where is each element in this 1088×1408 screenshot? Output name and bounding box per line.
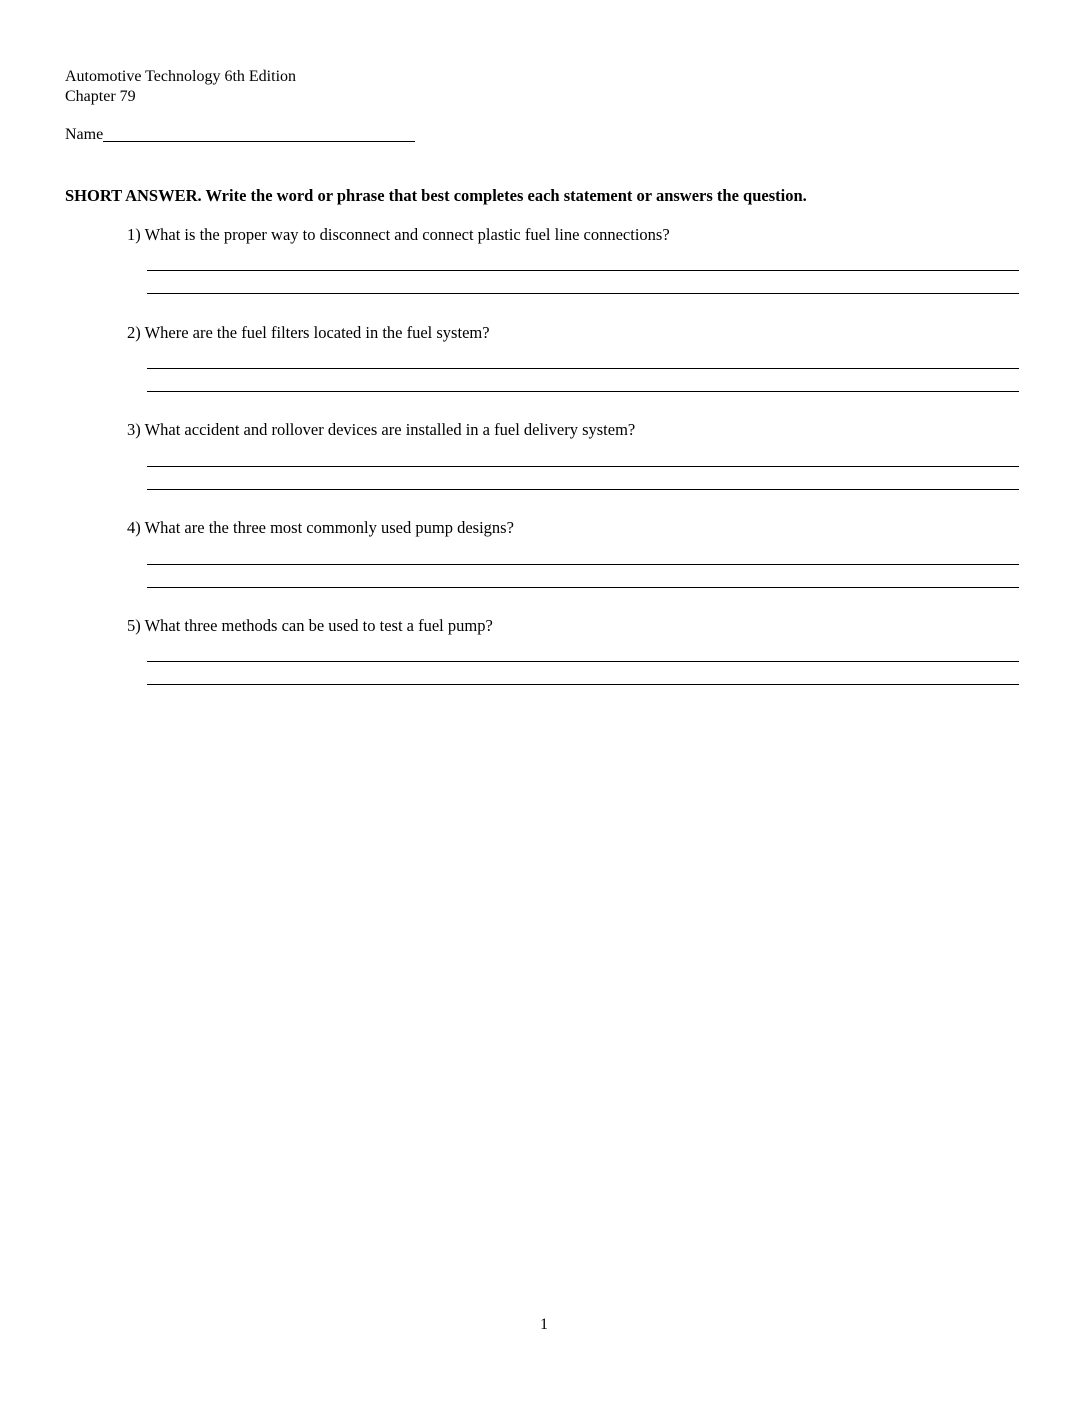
question-text: Where are the fuel filters located in the fuel system? (144, 323, 490, 342)
question-number: 4) (127, 518, 141, 537)
document-header (65, 67, 296, 107)
name-blank-line[interactable] (103, 140, 415, 142)
answer-line-4b[interactable] (147, 587, 1019, 588)
question-number: 3) (127, 420, 141, 439)
question-5 (127, 616, 493, 636)
answer-line-5b[interactable] (147, 684, 1019, 685)
answer-line-4a[interactable] (147, 564, 1019, 565)
question-text: What accident and rollover devices are installed in a fuel delivery system? (144, 420, 636, 439)
question-3 (127, 420, 635, 440)
section-instructions: SHORT ANSWER. Write the word or phrase that best completes each statement or answers the question. (65, 186, 807, 205)
answer-line-1a[interactable] (147, 270, 1019, 271)
answer-line-2b[interactable] (147, 391, 1019, 392)
book-title: Automotive Technology 6th Edition (65, 68, 297, 85)
question-number: 5) (127, 616, 141, 635)
question-1 (127, 225, 670, 245)
question-2 (127, 323, 490, 343)
name-label: Name (65, 126, 104, 143)
name-field (65, 125, 415, 145)
question-number: 1) (127, 225, 141, 244)
chapter-label: Chapter 79 (65, 88, 136, 105)
question-text: What is the proper way to disconnect and connect plastic fuel line connections? (144, 225, 670, 244)
question-4 (127, 518, 514, 538)
answer-line-3b[interactable] (147, 489, 1019, 490)
question-text: What are the three most commonly used pump designs? (144, 518, 514, 537)
page-number: 1 (540, 1316, 548, 1333)
question-text: What three methods can be used to test a fuel pump? (144, 616, 493, 635)
question-number: 2) (127, 323, 141, 342)
answer-line-1b[interactable] (147, 293, 1019, 294)
answer-line-3a[interactable] (147, 466, 1019, 467)
answer-line-2a[interactable] (147, 368, 1019, 369)
answer-line-5a[interactable] (147, 661, 1019, 662)
